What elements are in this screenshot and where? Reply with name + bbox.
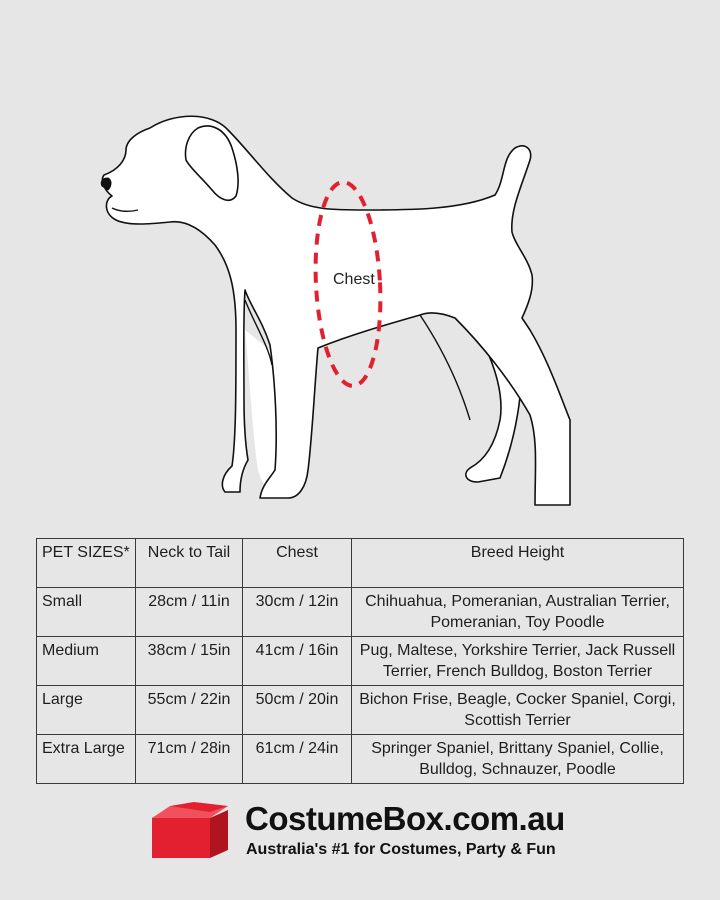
table-row xyxy=(37,686,684,735)
cell-chest: 50cm / 20in xyxy=(243,686,352,735)
cell-size: Medium xyxy=(37,637,136,686)
cell-size: Extra Large xyxy=(37,735,136,784)
cell-size: Large xyxy=(37,686,136,735)
table-header-row xyxy=(37,539,684,588)
dog-nose xyxy=(101,178,111,190)
cell-size: Small xyxy=(37,588,136,637)
header-pet-sizes: PET SIZES* xyxy=(37,539,136,588)
costumebox-logo xyxy=(150,800,600,870)
costume-box-icon xyxy=(150,802,230,860)
chest-label: Chest xyxy=(333,271,375,288)
cell-breeds: Springer Spaniel, Brittany Spaniel, Collie, Bulldog, Schnauzer, Poodle xyxy=(352,735,684,784)
pet-size-table xyxy=(36,538,684,784)
header-neck-to-tail: Neck to Tail xyxy=(136,539,243,588)
cell-breeds: Pug, Maltese, Yorkshire Terrier, Jack Russell Terrier, French Bulldog, Boston Terrier xyxy=(352,637,684,686)
table-row xyxy=(37,588,684,637)
cell-breeds: Bichon Frise, Beagle, Cocker Spaniel, Corgi, Scottish Terrier xyxy=(352,686,684,735)
cell-chest: 41cm / 16in xyxy=(243,637,352,686)
header-breed-height: Breed Height xyxy=(352,539,684,588)
cell-neck-to-tail: 38cm / 15in xyxy=(136,637,243,686)
table-row xyxy=(37,637,684,686)
cell-chest: 61cm / 24in xyxy=(243,735,352,784)
header-chest: Chest xyxy=(243,539,352,588)
cell-neck-to-tail: 28cm / 11in xyxy=(136,588,243,637)
dog-hind-leg-line xyxy=(420,315,470,420)
table-row xyxy=(37,735,684,784)
cell-chest: 30cm / 12in xyxy=(243,588,352,637)
cell-breeds: Chihuahua, Pomeranian, Australian Terrier, Pomeranian, Toy Poodle xyxy=(352,588,684,637)
cell-neck-to-tail: 71cm / 28in xyxy=(136,735,243,784)
cell-neck-to-tail: 55cm / 22in xyxy=(136,686,243,735)
brand-name: CostumeBox.com.au xyxy=(245,800,565,837)
brand-tagline: Australia's #1 for Costumes, Party & Fun xyxy=(246,841,556,858)
